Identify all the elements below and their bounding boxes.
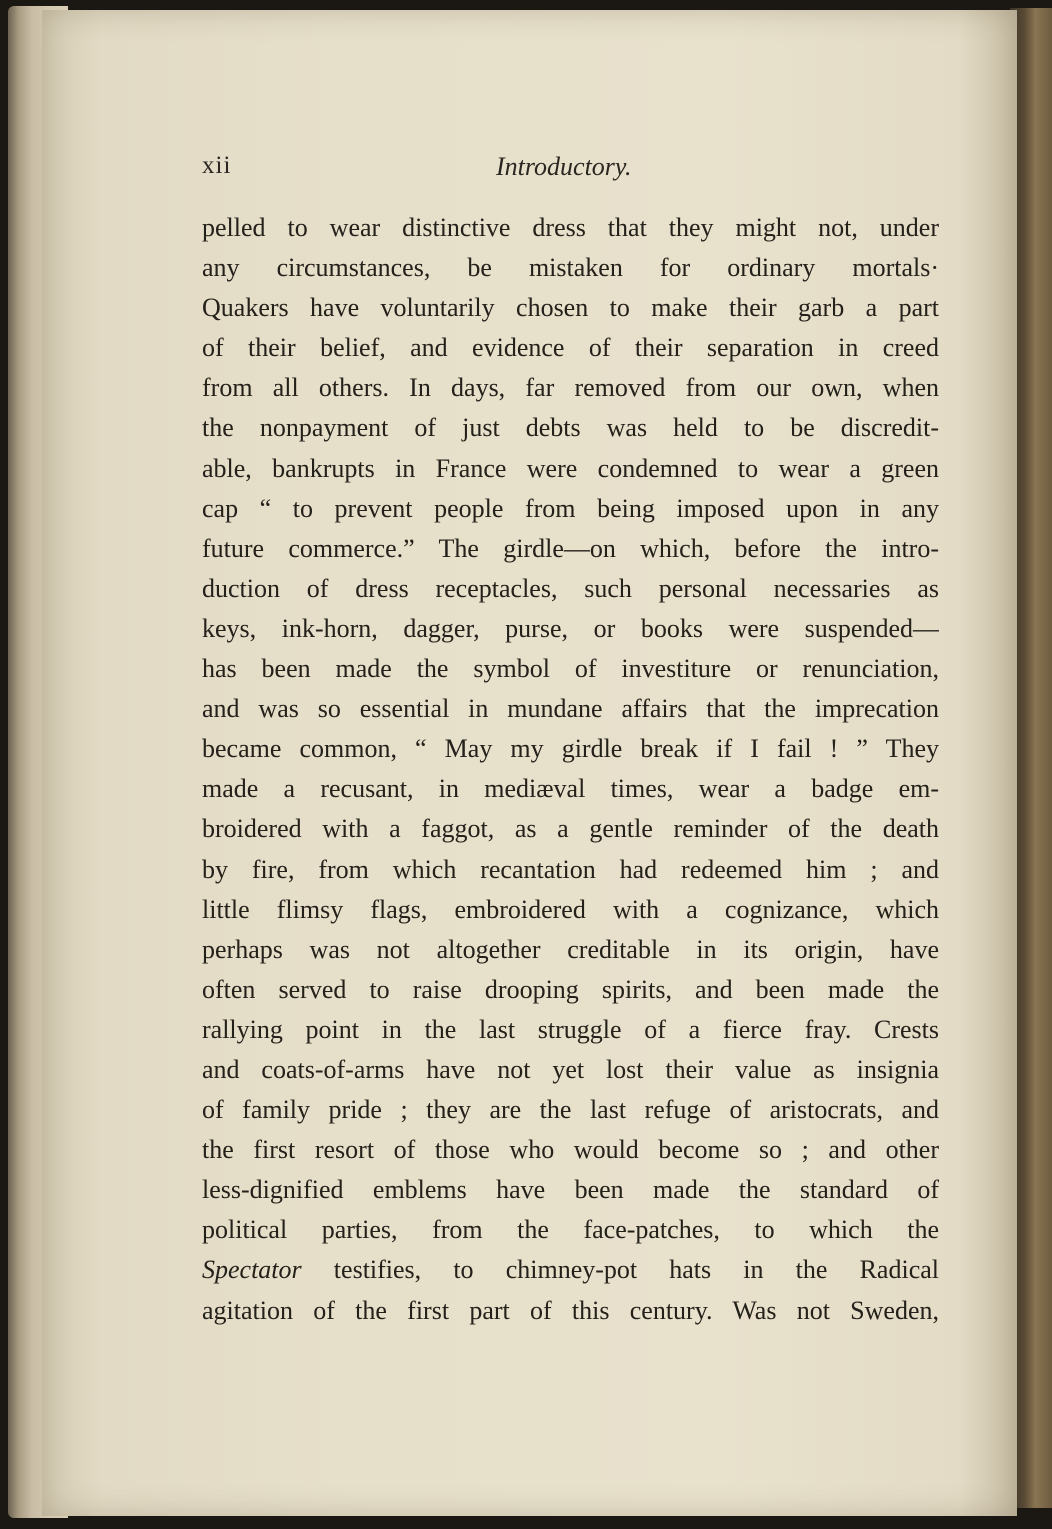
page-header [202, 152, 662, 192]
text-line: the nonpayment of just debts was held to be discredit- [202, 413, 939, 443]
text-line: rallying point in the last struggle of a fierce fray. Crests [202, 1014, 939, 1044]
text-line: often served to raise drooping spirits, and been made the [202, 974, 939, 1004]
text-line [202, 1250, 939, 1290]
text-line: by fire, from which recantation had redeemed him ; and [202, 854, 939, 884]
text-line: agitation of the first part of this century. Was not Sweden, [202, 1295, 939, 1325]
text-line: of their belief, and evidence of their separation in creed [202, 333, 939, 363]
text-line: less-dignified emblems have been made the standard of [202, 1175, 939, 1205]
text-line: future commerce.” The girdle—on which, before the intro- [202, 533, 939, 563]
text-line: from all others. In days, far removed from our own, when [202, 373, 939, 403]
text-line: cap “ to prevent people from being imposed upon in any [202, 493, 939, 523]
text-line: little flimsy flags, embroidered with a cognizance, which [202, 894, 939, 924]
text-line: duction of dress receptacles, such personal necessaries as [202, 573, 939, 603]
text-line: of family pride ; they are the last refuge of aristocrats, and [202, 1095, 939, 1125]
text-line: the first resort of those who would become so ; and other [202, 1135, 939, 1165]
text-line: perhaps was not altogether creditable in its origin, have [202, 934, 939, 964]
italic-title-spectator: Spectator [202, 1255, 302, 1285]
text-line-rest: testifies, to chimney-pot hats in the Radical [301, 1255, 939, 1285]
text-line: Quakers have voluntarily chosen to make their garb a part [202, 293, 939, 323]
text-line: any circumstances, be mistaken for ordinary mortals· [202, 253, 939, 283]
text-line: pelled to wear distinctive dress that they might not, under [202, 213, 939, 242]
text-line: made a recusant, in mediæval times, wear a badge em- [202, 774, 939, 804]
text-line: broidered with a faggot, as a gentle reminder of the death [202, 814, 939, 844]
text-line: became common, “ May my girdle break if I fail ! ” They [202, 734, 939, 764]
text-line: keys, ink-horn, dagger, purse, or books were suspended— [202, 613, 939, 643]
text-line: and coats-of-arms have not yet lost their value as insignia [202, 1054, 939, 1084]
text-line: able, bankrupts in France were condemned to wear a green [202, 453, 939, 483]
text-line: has been made the symbol of investiture or renunciation, [202, 654, 939, 684]
text-line: and was so essential in mundane affairs that the imprecation [202, 694, 939, 724]
body-text [202, 208, 939, 1331]
running-title: Introductory. [496, 152, 632, 181]
page-number: xii [202, 152, 232, 179]
text-line: political parties, from the face-patches, to which the [202, 1215, 939, 1245]
